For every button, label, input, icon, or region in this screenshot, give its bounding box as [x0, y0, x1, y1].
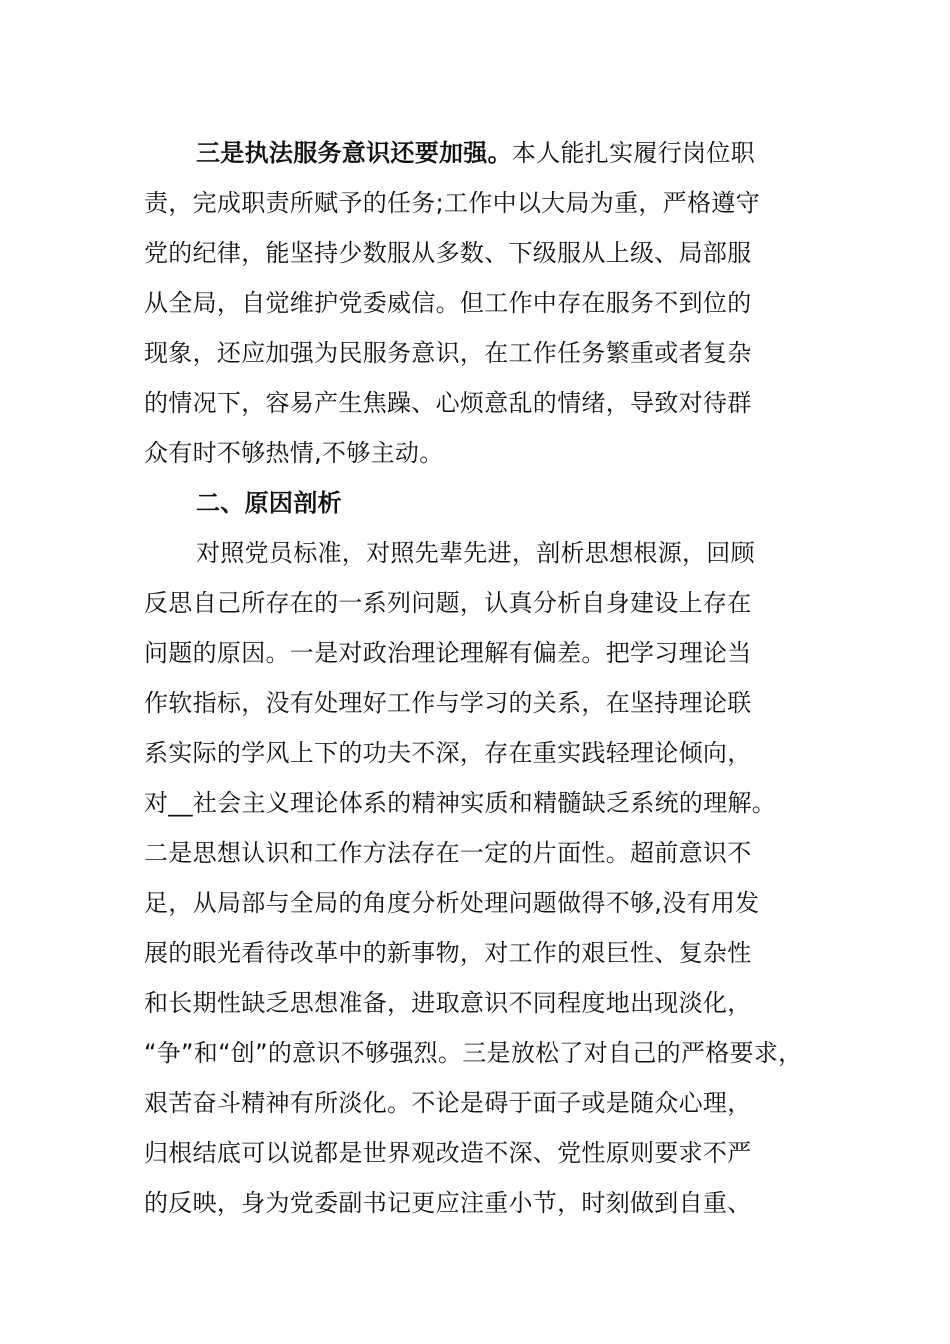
line-text: 本人能扎实履行岗位职: [511, 139, 755, 167]
line-text: 现象，还应加强为民服务意识，在工作任务繁重或者复杂: [144, 339, 752, 367]
line-text: 系实际的学风上下的功夫不深，存在重实践轻理论倾向，: [144, 739, 752, 767]
text-line: [144, 828, 844, 878]
text-line: [144, 878, 844, 928]
line-text: 和长期性缺乏思想准备，进取意识不同程度地出现淡化，: [144, 989, 752, 1017]
text-line: [144, 778, 844, 828]
line-text: 足，从局部与全局的角度分析处理问题做得不够,没有用发: [144, 889, 760, 917]
line-text: 问题的原因。一是对政治理论理解有偏差。把学习理论当: [144, 639, 752, 667]
line-text: 作软指标，没有处理好工作与学习的关系，在坚持理论联: [144, 689, 752, 717]
text-line: [144, 378, 844, 428]
text-line: [144, 628, 844, 678]
line-text: 从全局，自觉维护党委威信。但工作中存在服务不到位的: [144, 289, 752, 317]
text-line: [144, 528, 844, 578]
line-text: “争”和“创”的意识不够强烈。三是放松了对自己的严格要求，: [144, 1039, 803, 1067]
line-text: 对__社会主义理论体系的精神实质和精髓缺乏系统的理解。: [144, 789, 777, 817]
text-line: [144, 1028, 844, 1078]
heading-text: 二、原因剖析: [196, 489, 342, 517]
line-text: 责，完成职责所赋予的任务;工作中以大局为重，严格遵守: [144, 189, 760, 217]
text-line: [144, 178, 844, 228]
text-line: [144, 328, 844, 378]
line-text: 的情况下，容易产生焦躁、心烦意乱的情绪，导致对待群: [144, 389, 752, 417]
text-line: [144, 1128, 844, 1178]
line-text: 归根结底可以说都是世界观改造不深、党性原则要求不严: [144, 1139, 752, 1167]
text-line: [144, 978, 844, 1028]
text-line: [144, 278, 844, 328]
text-line: [144, 928, 844, 978]
document-body: [144, 128, 844, 1228]
text-line: [144, 428, 844, 478]
line-text: 艰苦奋斗精神有所淡化。不论是碍于面子或是随众心理，: [144, 1089, 752, 1117]
text-line: [144, 228, 844, 278]
line-text: 众有时不够热情,不够主动。: [144, 439, 444, 467]
text-line: [144, 678, 844, 728]
line-text: 反思自己所存在的一系列问题，认真分析自身建设上存在: [144, 589, 752, 617]
text-line: [144, 128, 844, 178]
line-text: 二是思想认识和工作方法存在一定的片面性。超前意识不: [144, 839, 752, 867]
section-heading: [144, 478, 844, 528]
line-text: 对照党员标准，对照先辈先进，剖析思想根源，回顾: [196, 539, 755, 567]
text-line: [144, 578, 844, 628]
line-text: 的反映，身为党委副书记更应注重小节，时刻做到自重、: [144, 1189, 752, 1217]
text-line: [144, 1078, 844, 1128]
text-line: [144, 1178, 844, 1228]
line-text: 党的纪律，能坚持少数服从多数、下级服从上级、局部服: [144, 239, 752, 267]
bold-lead: 三是执法服务意识还要加强。: [196, 139, 512, 167]
text-line: [144, 728, 844, 778]
line-text: 展的眼光看待改革中的新事物，对工作的艰巨性、复杂性: [144, 939, 752, 967]
